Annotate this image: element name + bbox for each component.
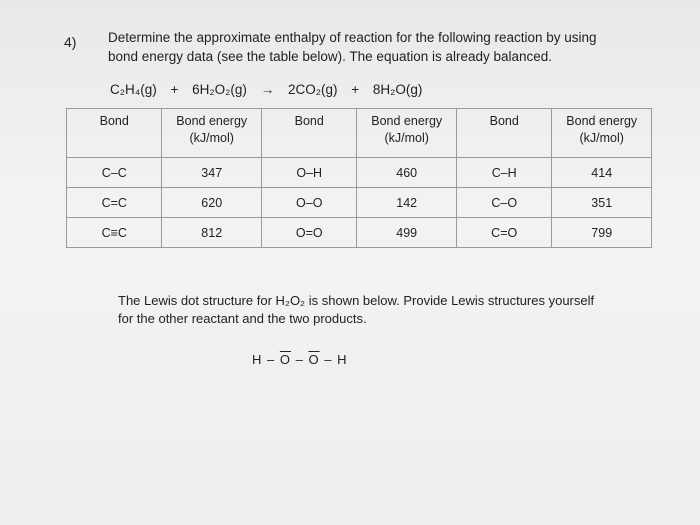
table-cell: 499 (357, 218, 457, 248)
plus-sign: + (351, 82, 360, 97)
table-cell: 351 (552, 188, 652, 218)
reactant-ethylene: C₂H₄(g) (110, 82, 157, 97)
table-cell: C=O (456, 218, 551, 248)
table-cell: 414 (552, 158, 652, 188)
table-cell: C–O (456, 188, 551, 218)
product-carbon-dioxide: 2CO₂(g) (287, 82, 338, 97)
table-cell: C–C (67, 158, 162, 188)
bond-energy-table (66, 108, 652, 248)
h2o2-lewis-structure (252, 352, 347, 367)
table-cell: O–H (261, 158, 356, 188)
lewis-note-line-2: for the other reactant and the two products. (118, 311, 367, 326)
table-row (67, 218, 652, 248)
chemical-equation (110, 82, 422, 97)
single-bond: – (295, 352, 304, 367)
header-bond-energy: Bond energy (kJ/mol) (162, 109, 262, 158)
table-cell: 812 (162, 218, 262, 248)
table-cell: 460 (357, 158, 457, 188)
table-header-row (67, 109, 652, 158)
table-row (67, 188, 652, 218)
table-cell: 142 (357, 188, 457, 218)
oxygen-atom: $\overline{O}$ (308, 352, 320, 367)
lewis-note-line-1: The Lewis dot structure for H₂O₂ is shown below. Provide Lewis structures yourself (118, 293, 595, 308)
header-bond: Bond (261, 109, 356, 158)
reaction-arrow: → (260, 82, 275, 97)
table-row (67, 158, 652, 188)
table-cell: C–H (456, 158, 551, 188)
table-cell: C≡C (67, 218, 162, 248)
table-cell: O=O (261, 218, 356, 248)
header-bond: Bond (456, 109, 551, 158)
question-number: 4) (64, 34, 77, 50)
hydrogen-atom: H (252, 352, 263, 367)
table-cell: C=C (67, 188, 162, 218)
table-cell: 799 (552, 218, 652, 248)
single-bond: – (267, 352, 276, 367)
prompt-line-1: Determine the approximate enthalpy of reaction for the following reaction by using (108, 30, 597, 45)
table-cell: 347 (162, 158, 262, 188)
question-prompt (108, 28, 668, 66)
table-cell: O–O (261, 188, 356, 218)
reactant-hydrogen-peroxide: 6H₂O₂(g) (192, 82, 247, 97)
header-bond: Bond (67, 109, 162, 158)
prompt-line-2: bond energy data (see the table below). The equation is already balanced. (108, 49, 553, 64)
hydrogen-atom: H (337, 352, 348, 367)
header-bond-energy: Bond energy (kJ/mol) (357, 109, 457, 158)
oxygen-atom: $\overline{O}$ (279, 352, 291, 367)
single-bond: – (324, 352, 333, 367)
product-water: 8H₂O(g) (372, 82, 423, 97)
plus-sign: + (170, 82, 179, 97)
header-bond-energy: Bond energy (kJ/mol) (552, 109, 652, 158)
table-cell: 620 (162, 188, 262, 218)
lewis-instructions (118, 292, 658, 328)
